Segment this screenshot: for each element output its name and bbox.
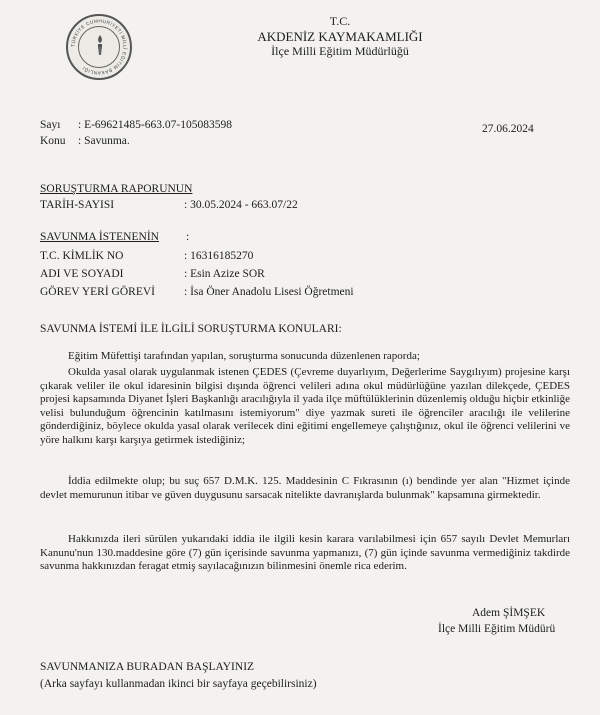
body-p3: İddia edilmekte olup; bu suç 657 D.M.K. 125. Maddesinin C Fıkrasının (ı) bendinde yer alan "Hizmet içinde devlet memurunun itibar ve güven duygusunu sarsacak nitelikte davranışlarda bulunmak" kapsamına girmektedir. <box>40 475 570 501</box>
signatory-name: Adem ŞİMŞEK <box>472 607 546 619</box>
duty-value: : İsa Öner Anadolu Lisesi Öğretmeni <box>184 286 354 298</box>
respondent-title-colon: : <box>186 231 190 243</box>
respondent-title: SAVUNMA İSTENENİN <box>40 231 159 243</box>
duty-label: GÖREV YERİ GÖREVİ <box>40 286 155 298</box>
tc-no-label: T.C. KİMLİK NO <box>40 250 124 262</box>
defense-start-label: SAVUNMANIZA BURADAN BAŞLAYINIZ <box>40 661 255 673</box>
svg-text:TÜRKİYE CUMHURİYETİ MİLLÎ EĞİT: TÜRKİYE CUMHURİYETİ MİLLÎ EĞİTİM BAKANLIĞI <box>70 18 128 76</box>
body-paragraph-4 <box>40 533 570 574</box>
subjects-title: SAVUNMA İSTEMİ İLE İLGİLİ SORUŞTURMA KONULARI: <box>40 323 342 335</box>
ministry-seal-icon <box>66 14 132 80</box>
signatory-title: İlçe Milli Eğitim Müdürü <box>438 623 556 635</box>
konu-value: : Savunma. <box>78 135 130 147</box>
header-department: İlçe Milli Eğitim Müdürlüğü <box>271 44 409 58</box>
sayi-value: : E-69621485-663.07-105083598 <box>78 119 232 131</box>
sayi-label: Sayı <box>40 119 61 131</box>
body-p2: Okulda yasal olarak uygulanmak istenen ÇEDES (Çevreme duyarlıyım, Değerlerime Saygılıyım) projesine karşı çıkarak veliler ile okul idaresinin bilgisi dışında öğrenci velileri adına okul müdürlüğüne yazılan dilekçede, ÇEDES projesi kapsamında Diyanet İşleri Başkanlığı aracılığıyla il yada ilçe müftülüklerinin düzenlemiş olduğu hiçbir etkinliğe velisi bulunduğum öğrencinin katılmasını istemiyorum" diye yazmak sureti ile öğrenciler aracılığı ile velilerine gönderdiğiniz, böylece okulda yasal olarak verilecek dini eğitimi engellemeye çalıştığınız, okul ile öğrenci velilerini ve yöre halkını karşı karşıya getirmek istediğiniz; <box>40 366 570 446</box>
name-value: : Esin Azize SOR <box>184 268 265 280</box>
body-p1: Eğitim Müfettişi tarafından yapılan, soruşturma sonucunda düzenlenen raporda; <box>68 350 420 362</box>
name-label: ADI VE SOYADI <box>40 268 124 280</box>
header-institution: AKDENİZ KAYMAKAMLIĞI <box>257 29 423 44</box>
tc-no-value: : 16316185270 <box>184 250 254 262</box>
body-p4: Hakkınızda ileri sürülen yukarıdaki iddia ile ilgili kesin karara varılabilmesi için 657 sayılı Devlet Memurları Kanunu'nun 130.maddesine göre (7) gün içerisinde savunma yapmanızı, (7) gün içinde savunma vermediğiniz takdirde savunma hakkınızdan feragat etmiş sayılacağınızın bilinmesini önemle rica ederim. <box>40 533 570 572</box>
header-tc: T.C. <box>329 14 351 28</box>
defense-note: (Arka sayfayı kullanmadan ikinci bir sayfaya geçebilirsiniz) <box>40 678 317 690</box>
body-paragraph-2 <box>40 366 570 447</box>
report-date-label: TARİH-SAYISI <box>40 199 115 211</box>
letterhead <box>210 14 470 59</box>
report-date-value: : 30.05.2024 - 663.07/22 <box>184 199 298 211</box>
konu-label: Konu <box>40 135 66 147</box>
document-date: 27.06.2024 <box>482 123 534 135</box>
body-paragraph-3 <box>40 475 570 502</box>
body-paragraph-1 <box>40 350 570 364</box>
report-title: SORUŞTURMA RAPORUNUN <box>40 183 193 195</box>
torch-icon <box>94 34 106 56</box>
